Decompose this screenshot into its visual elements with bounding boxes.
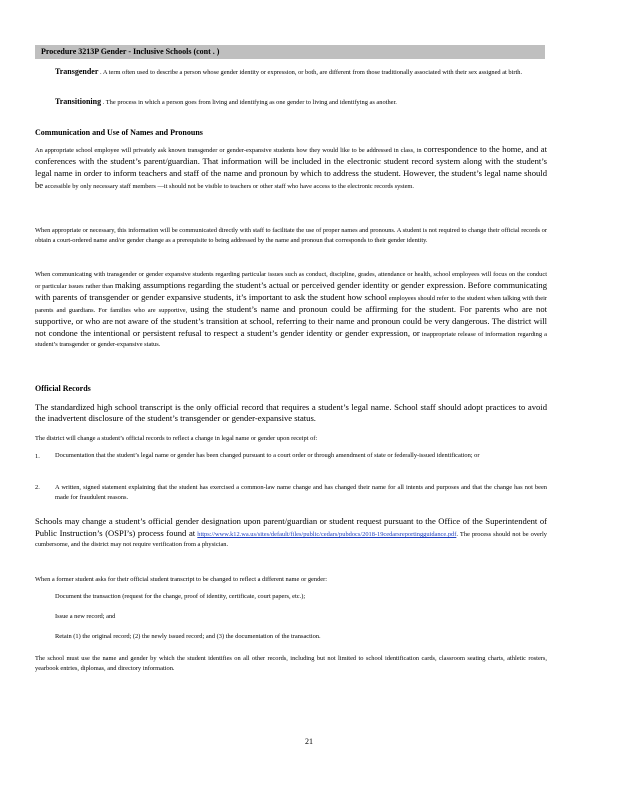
text-run: accessible by only necessary staff members —it should not be visible to teachers or other staff who have access to the electronic records system. bbox=[44, 183, 414, 190]
term-transitioning: Transitioning bbox=[55, 97, 102, 106]
text-run: using the student’s name and pronoun could be affirming for the student. For parents who are not supportive, or who are bbox=[35, 304, 547, 326]
paragraph-records-2: The district will change a student’s official records to reflect a change in legal name or gender upon receipt of: bbox=[35, 435, 318, 442]
text-run: Schools may change a student’s official gender designation upon parent/guardian or student request pursuant to the Office of the Superintendent of Public Instruction’s (OSPI’s) process found at bbox=[35, 516, 547, 538]
text-run: . The process should not be overly cumbersome, and the district may not require verification from a physician. bbox=[35, 531, 547, 548]
text-run: employees should refer to the student when talking with their parents and guardians. For families who are supportive, bbox=[35, 295, 547, 314]
paragraph-records-5: The school must use the name and gender by which the student identifies on all other records, including but not limited to school identification cards, classroom seating charts, athletic rosters, yearbook entries, diplomas, and directory information. bbox=[35, 655, 547, 672]
list-item-documentation: Documentation that the student’s legal name or gender has been changed pursuant to a court order or through amendment of state or federally-issued identification; or bbox=[55, 452, 480, 459]
text-run: making assumptions regarding the student’s actual or perceived gender identity or gender expression. Before communicating with parents of transgender or gender expansive students, it’s important to ask the student how school bbox=[35, 280, 547, 302]
step-retain: Retain (1) the original record; (2) the newly issued record; and (3) the documentation of the transaction. bbox=[55, 633, 321, 640]
list-item-written-statement: A written, signed statement explaining that the student has exercised a common-law name change and has changed their name for all intents and purposes and that the change has not been made for fraudulent reasons. bbox=[55, 484, 547, 501]
procedure-header: Procedure 3213P Gender - Inclusive Schools (cont . ) bbox=[35, 45, 545, 59]
text-run: When communicating with transgender or gender expansive students regarding particular issues such as conduct, discipline, grades, attendance or health, school employees will focus on the conduct or particular issues rather than bbox=[35, 271, 547, 290]
paragraph-communication-1 bbox=[35, 144, 547, 192]
definition-transgender bbox=[55, 67, 555, 78]
list-number: 1. bbox=[35, 453, 40, 460]
ospi-guidance-link[interactable]: https://www.k12.wa.us/sites/default/files/public/cedars/pubdocs/2018-19cedarsreportingguidance.pdf bbox=[197, 531, 457, 538]
text-run: An appropriate school employee will privately ask known transgender or gender-expansive students how they would like to be addressed in class, in bbox=[35, 147, 422, 154]
list-number: 2. bbox=[35, 484, 40, 491]
definition-text: . The process in which a person goes from living and identifying as one gender to living and identifying as another. bbox=[102, 99, 397, 106]
section-heading-records: Official Records bbox=[35, 384, 91, 393]
page-number: 21 bbox=[305, 737, 313, 746]
text-run: correspondence to the home, and at conferences with the student’s parent/guardian. That information will be included in the electronic student record system along with the student’s legal name in order to inform teachers and staff of the name and pronoun by which to address the student. However, the student’s legal name should be bbox=[35, 144, 547, 190]
section-heading-communication: Communication and Use of Names and Pronouns bbox=[35, 128, 203, 137]
paragraph-communication-2: When appropriate or necessary, this information will be communicated directly with staff to facilitate the use of proper names and pronouns. A student is not required to change their official records or obtain a court-ordered name and/or gender change as a prerequisite to being addressed by the name and pronoun that corresponds to their gender identity. bbox=[35, 227, 547, 244]
definition-transitioning bbox=[55, 97, 555, 108]
definition-text: . A term often used to describe a person whose gender identity or expression, or both, are different from those traditionally associated with their sex assigned at birth. bbox=[100, 69, 523, 76]
text-run: not aware of the student’s transition at school, referring to their name and pronoun could be very dangerous. The district will not condone the intentional or persistent refusal to respect a student’s gender identity or gender expression, or bbox=[35, 316, 547, 338]
paragraph-records-1: The standardized high school transcript is the only official record that requires a student’s legal name. School staff should adopt practices to avoid the inadvertent disclosure of the student’s transgender or gender-expansive status. bbox=[35, 402, 547, 423]
term-transgender: Transgender bbox=[55, 67, 99, 76]
paragraph-records-3 bbox=[35, 516, 547, 550]
step-issue: Issue a new record; and bbox=[55, 613, 116, 620]
paragraph-records-4: When a former student asks for their official student transcript to be changed to reflect a different name or gender: bbox=[35, 576, 328, 583]
paragraph-communication-3 bbox=[35, 270, 547, 350]
text-run: inappropriate release of information regarding a student’s transgender or gender-expansive status. bbox=[35, 331, 547, 348]
step-document: Document the transaction (request for the change, proof of identity, certificate, court papers, etc.); bbox=[55, 593, 306, 600]
